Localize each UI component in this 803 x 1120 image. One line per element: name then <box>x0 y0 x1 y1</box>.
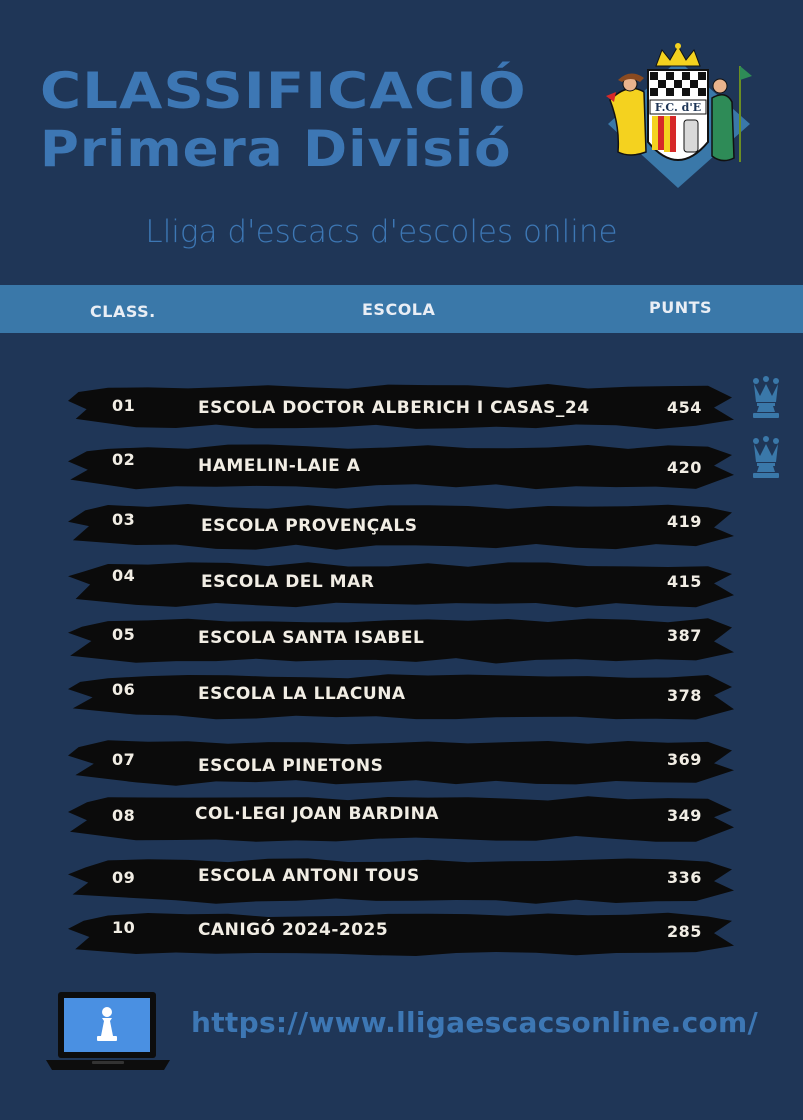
row-school: HAMELIN-LAIE A <box>198 456 361 476</box>
row-school: ESCOLA PINETONS <box>198 756 384 776</box>
row-rank: 09 <box>112 868 136 887</box>
title-line-1: CLASSIFICACIÓ <box>40 62 527 120</box>
brush-stroke <box>68 556 736 612</box>
title-line-2: Primera Divisió <box>40 120 512 178</box>
brush-stroke <box>68 734 736 790</box>
row-points: 419 <box>667 512 702 531</box>
row-school: ESCOLA SANTA ISABEL <box>198 628 425 648</box>
website-link[interactable]: https://www.lligaescacsonline.com/ <box>191 1006 759 1039</box>
row-points: 378 <box>667 686 702 705</box>
row-rank: 05 <box>112 625 136 644</box>
row-school: ESCOLA DOCTOR ALBERICH I CASAS_24 <box>198 398 590 418</box>
row-school: ESCOLA PROVENÇALS <box>201 516 418 536</box>
row-points: 415 <box>667 572 702 591</box>
row-school: ESCOLA ANTONI TOUS <box>198 866 420 886</box>
row-points: 336 <box>667 868 702 887</box>
brush-stroke <box>68 438 736 494</box>
row-rank: 07 <box>112 750 136 769</box>
brush-stroke <box>68 906 736 962</box>
queen-icon <box>750 436 782 478</box>
row-points: 387 <box>667 626 702 645</box>
row-school: CANIGÓ 2024-2025 <box>198 920 389 940</box>
laptop-pawn-icon <box>44 990 172 1072</box>
svg-text:F.C. d'E: F.C. d'E <box>654 101 702 114</box>
row-points: 285 <box>667 922 702 941</box>
row-rank: 03 <box>112 510 136 529</box>
row-points: 454 <box>667 398 702 417</box>
row-rank: 02 <box>112 450 136 469</box>
row-school: ESCOLA DEL MAR <box>201 572 375 592</box>
row-rank: 01 <box>112 396 136 415</box>
row-rank: 06 <box>112 680 136 699</box>
column-header-points: PUNTS <box>649 298 713 317</box>
row-rank: 04 <box>112 566 136 585</box>
row-points: 369 <box>667 750 702 769</box>
column-header-class: CLASS. <box>90 302 156 321</box>
row-school: ESCOLA LA LLACUNA <box>198 684 406 704</box>
row-rank: 10 <box>112 918 136 937</box>
queen-icon <box>750 376 782 418</box>
column-header-school: ESCOLA <box>362 300 436 319</box>
row-rank: 08 <box>112 806 136 825</box>
row-points: 349 <box>667 806 702 825</box>
row-points: 420 <box>667 458 702 477</box>
row-school: COL·LEGI JOAN BARDINA <box>195 804 440 824</box>
subtitle: Lliga d'escacs d'escoles online <box>145 214 618 250</box>
club-crest-logo <box>600 42 756 192</box>
